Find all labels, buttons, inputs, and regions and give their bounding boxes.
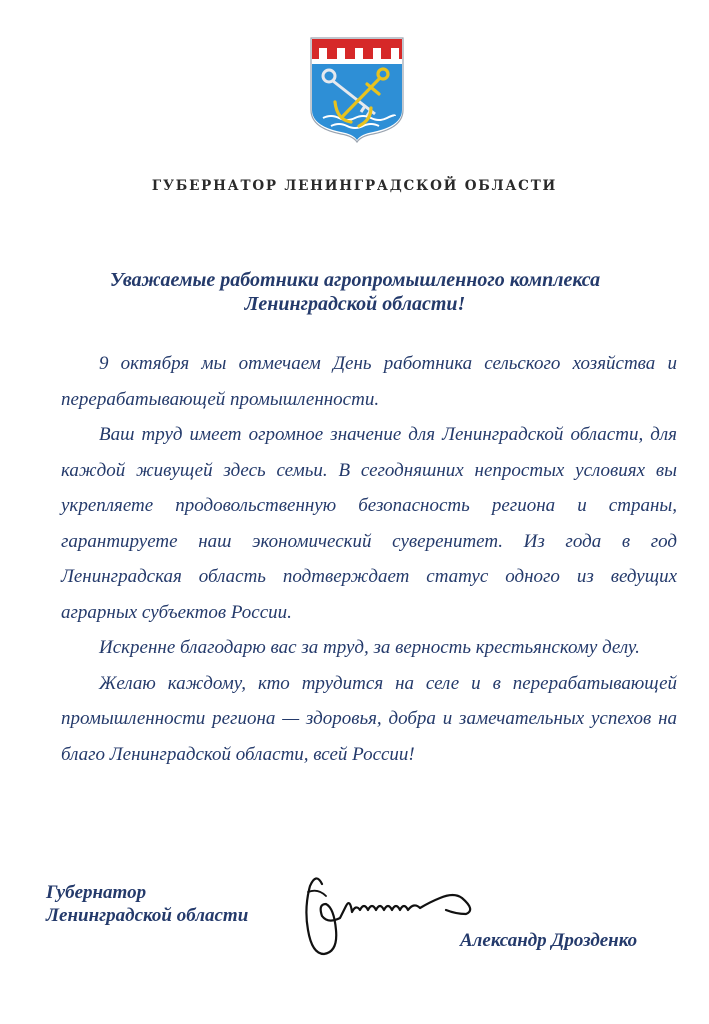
signatory-name: Александр Дрозденко [460, 930, 638, 951]
paragraph: Ваш труд имеет огромное значение для Ленинградской области, для каждой живущей здесь семьи. В сегодняшних непростых условиях вы укрепляете продовольственную безопасность региона и страны, гарантируете наш экономический суверенитет. Из года в год Ленинградская область подтверждает статус одного из ведущих аграрных субъектов России. [61, 424, 677, 623]
signatory-title [46, 881, 248, 927]
paragraph: Желаю каждому, кто трудится на селе и в перерабатывающей промышленности региона — здоровья, добра и замечательных успехов на благо Ленинградской области, всей России! [61, 672, 677, 765]
signatory-title-line: Ленинградской области [46, 905, 249, 926]
signature-icon [296, 868, 480, 960]
greeting-heading [60, 268, 650, 316]
paragraph: Искренне благодарю вас за труд, за верность крестьянскому делу. [99, 637, 640, 658]
greeting-line: Ленинградской области! [244, 293, 466, 315]
signatory-title-line: Губернатор [46, 882, 147, 903]
letter-body [61, 346, 677, 772]
page-title: ГУБЕРНАТОР ЛЕНИНГРАДСКОЙ ОБЛАСТИ [151, 178, 558, 194]
coat-of-arms-icon [309, 36, 405, 144]
greeting-line: Уважаемые работники агропромышленного комплекса [109, 269, 601, 291]
paragraph: 9 октября мы отмечаем День работника сельского хозяйства и перерабатывающей промышленности. [61, 353, 677, 410]
